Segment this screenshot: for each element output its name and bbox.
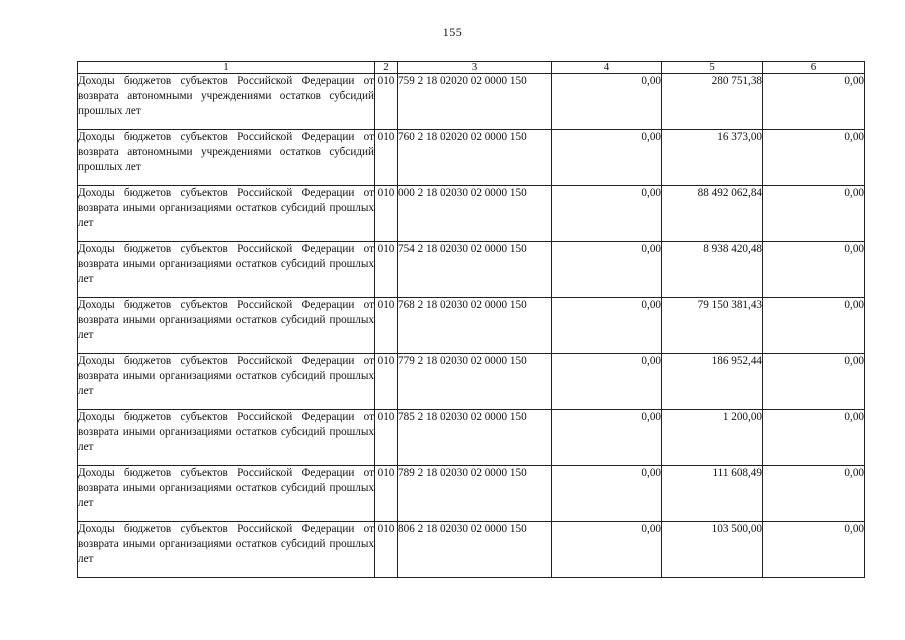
column-number-row: [78, 62, 865, 74]
table-row: [78, 298, 865, 354]
income-name: Доходы бюджетов субъектов Российской Федерации от возврата иными организациями остатков субсидий прошлых лет: [78, 466, 375, 522]
column-6-value: 0,00: [763, 354, 865, 410]
column-header: 2: [375, 62, 398, 74]
column-4-value: 0,00: [552, 130, 662, 186]
column-6-value: 0,00: [763, 130, 865, 186]
line-code: 010: [375, 298, 398, 354]
income-name: Доходы бюджетов субъектов Российской Федерации от возврата иными организациями остатков субсидий прошлых лет: [78, 242, 375, 298]
line-code: 010: [375, 186, 398, 242]
column-header: 3: [398, 62, 552, 74]
table-row: [78, 354, 865, 410]
budget-classification-code: 779 2 18 02030 02 0000 150: [398, 354, 552, 410]
line-code: 010: [375, 522, 398, 578]
income-name: Доходы бюджетов субъектов Российской Федерации от возврата автономными учреждениями остатков субсидий прошлых лет: [78, 130, 375, 186]
budget-classification-code: 785 2 18 02030 02 0000 150: [398, 410, 552, 466]
table-row: [78, 74, 865, 130]
line-code: 010: [375, 242, 398, 298]
column-header: 5: [662, 62, 763, 74]
table-row: [78, 130, 865, 186]
column-5-value: 103 500,00: [662, 522, 763, 578]
line-code: 010: [375, 466, 398, 522]
column-6-value: 0,00: [763, 74, 865, 130]
budget-classification-code: 000 2 18 02030 02 0000 150: [398, 186, 552, 242]
line-code: 010: [375, 74, 398, 130]
column-5-value: 111 608,49: [662, 466, 763, 522]
table-row: [78, 522, 865, 578]
table-row: [78, 466, 865, 522]
column-4-value: 0,00: [552, 466, 662, 522]
income-name: Доходы бюджетов субъектов Российской Федерации от возврата иными организациями остатков субсидий прошлых лет: [78, 298, 375, 354]
column-4-value: 0,00: [552, 74, 662, 130]
income-name: Доходы бюджетов субъектов Российской Федерации от возврата иными организациями остатков субсидий прошлых лет: [78, 522, 375, 578]
table-row: [78, 410, 865, 466]
line-code: 010: [375, 130, 398, 186]
column-5-value: 186 952,44: [662, 354, 763, 410]
budget-classification-code: 789 2 18 02030 02 0000 150: [398, 466, 552, 522]
column-6-value: 0,00: [763, 242, 865, 298]
column-6-value: 0,00: [763, 466, 865, 522]
column-header: 4: [552, 62, 662, 74]
column-header: 6: [763, 62, 865, 74]
income-name: Доходы бюджетов субъектов Российской Федерации от возврата иными организациями остатков субсидий прошлых лет: [78, 354, 375, 410]
line-code: 010: [375, 410, 398, 466]
column-header: 1: [78, 62, 375, 74]
line-code: 010: [375, 354, 398, 410]
column-4-value: 0,00: [552, 298, 662, 354]
column-4-value: 0,00: [552, 410, 662, 466]
budget-classification-code: 754 2 18 02030 02 0000 150: [398, 242, 552, 298]
income-name: Доходы бюджетов субъектов Российской Федерации от возврата иными организациями остатков субсидий прошлых лет: [78, 410, 375, 466]
column-6-value: 0,00: [763, 410, 865, 466]
column-6-value: 0,00: [763, 186, 865, 242]
column-6-value: 0,00: [763, 522, 865, 578]
page-number: 155: [442, 25, 463, 39]
column-6-value: 0,00: [763, 298, 865, 354]
table-row: [78, 242, 865, 298]
column-5-value: 1 200,00: [662, 410, 763, 466]
column-5-value: 280 751,38: [662, 74, 763, 130]
column-4-value: 0,00: [552, 242, 662, 298]
column-5-value: 79 150 381,43: [662, 298, 763, 354]
income-name: Доходы бюджетов субъектов Российской Федерации от возврата иными организациями остатков субсидий прошлых лет: [78, 186, 375, 242]
column-5-value: 88 492 062,84: [662, 186, 763, 242]
budget-classification-code: 759 2 18 02020 02 0000 150: [398, 74, 552, 130]
budget-classification-code: 806 2 18 02030 02 0000 150: [398, 522, 552, 578]
budget-classification-code: 768 2 18 02030 02 0000 150: [398, 298, 552, 354]
income-name: Доходы бюджетов субъектов Российской Федерации от возврата автономными учреждениями остатков субсидий прошлых лет: [78, 74, 375, 130]
column-5-value: 8 938 420,48: [662, 242, 763, 298]
table-row: [78, 186, 865, 242]
column-4-value: 0,00: [552, 354, 662, 410]
column-5-value: 16 373,00: [662, 130, 763, 186]
column-4-value: 0,00: [552, 522, 662, 578]
column-4-value: 0,00: [552, 186, 662, 242]
budget-income-table: [77, 61, 865, 578]
budget-classification-code: 760 2 18 02020 02 0000 150: [398, 130, 552, 186]
